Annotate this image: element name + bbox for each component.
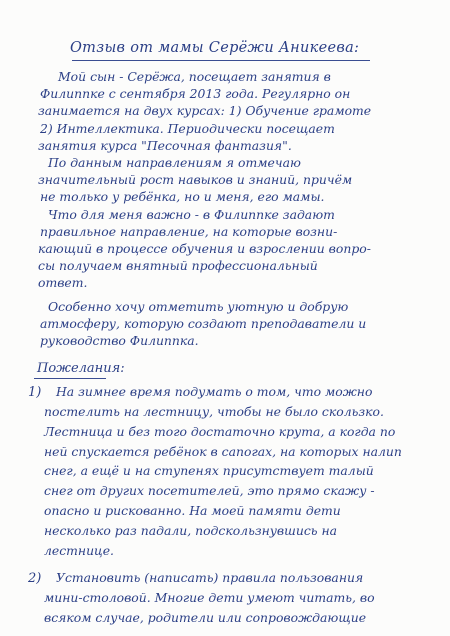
review-line: занятия курса "Песочная фантазия". (38, 138, 292, 153)
review-line: правильное направление, на которые возни- (40, 224, 338, 239)
review-line: Что для меня важно - в Филиппке задают (48, 207, 335, 222)
review-line: атмосферу, которую создают преподаватели и (40, 316, 367, 331)
wish-1-line: опасно и рискованно. На моей памяти дети (44, 503, 341, 518)
wish-2-line: мини-столовой. Многие дети умеют читать, во (44, 590, 375, 605)
review-line: кающий в процессе обучения и взрослении вопро- (38, 241, 371, 256)
title-underline (72, 60, 370, 61)
review-line: 2) Интеллектика. Периодически посещает (40, 121, 335, 136)
review-line: сы получаем внятный профессиональный (38, 258, 318, 273)
wish-1-line: снег от других посетителей, это прямо скажу - (44, 483, 375, 498)
review-title: Отзыв от мамы Серёжи Аникеева: (70, 40, 360, 56)
wish-1-line: постелить на лестницу, чтобы не было скользко. (44, 404, 384, 419)
review-line: руководство Филиппка. (40, 333, 199, 348)
wish-2-line: всяком случае, родители или сопровождающие (44, 610, 367, 625)
wish-1-number: 1) (28, 385, 42, 400)
review-line: Мой сын - Серёжа, посещает занятия в (58, 69, 331, 84)
wish-2-line: Установить (написать) правила пользования (56, 570, 364, 585)
review-line: Филиппке с сентября 2013 года. Регулярно он (40, 86, 351, 101)
review-line: По данным направлениям я отмечаю (48, 155, 301, 170)
wishes-underline (34, 378, 106, 379)
wish-1-line: Лестница и без того достаточно крута, а когда по (44, 424, 396, 439)
review-line: ответ. (38, 275, 88, 290)
review-line: значительный рост навыков и знаний, причём (38, 172, 353, 187)
wish-1-line: ней спускается ребёнок в сапогах, на которых налип (44, 444, 402, 459)
wish-1-line: лестнице. (44, 543, 114, 558)
review-line: не только у ребёнка, но и меня, его мамы. (40, 189, 325, 204)
review-line: Особенно хочу отметить уютную и добрую (48, 299, 349, 314)
wishes-heading: Пожелания: (37, 361, 125, 376)
review-line: занимается на двух курсах: 1) Обучение грамоте (38, 103, 372, 118)
wish-2-number: 2) (28, 571, 42, 586)
wish-1-line: несколько раз падали, подскользнувшись на (44, 523, 338, 538)
wish-1-line: На зимнее время подумать о том, что можно (56, 384, 373, 399)
wish-1-line: снег, а ещё и на ступенях присутствует талый (44, 463, 374, 478)
